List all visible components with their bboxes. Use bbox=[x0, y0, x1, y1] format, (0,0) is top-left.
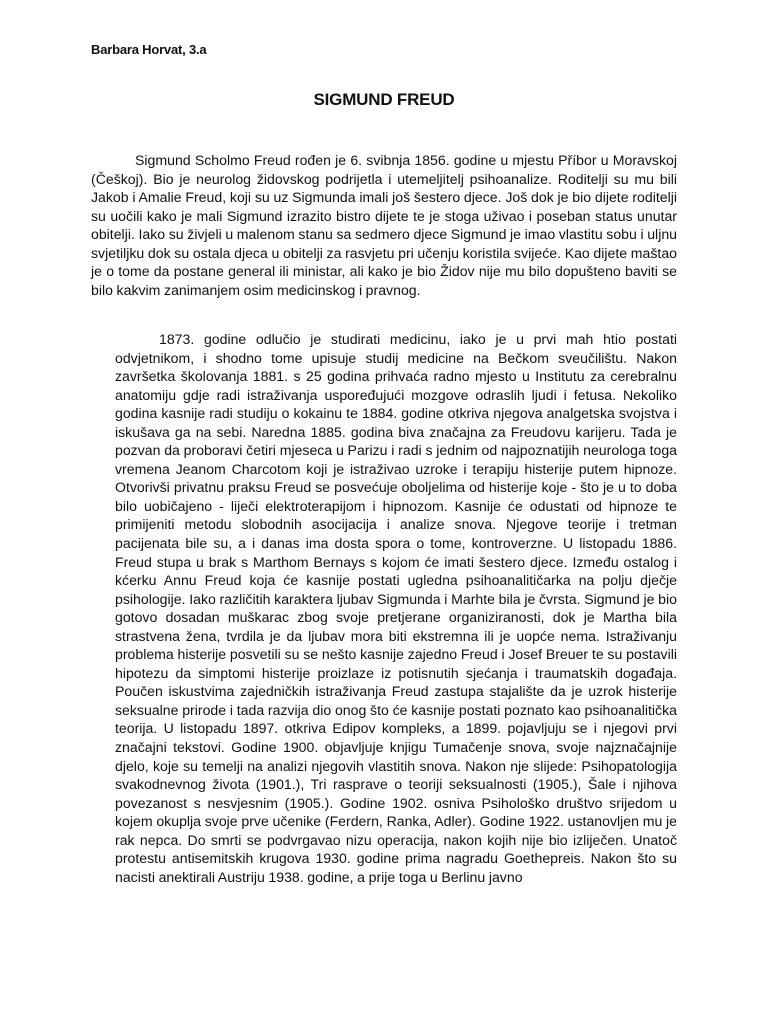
author-line: Barbara Horvat, 3.a bbox=[91, 42, 207, 57]
paragraph-2: 1873. godine odlučio je studirati medicinu, iako je u prvi mah htio postati odvjetnikom, i shodno tome upisuje studij medicine na Bečkom sveučilištu. Nakon završetka školovanja 1881. s 25 godina prihvaća radno mjesto u Institutu za cerebralnu anatomiju gdje radi istraživanja uspoređujući mozgove odraslih ljudi i fetusa. Nekoliko godina kasnije radi studiju o kokainu te 1884. godine otkriva njegova analgetska svojstva i iskušava ga na sebi. Naredna 1885. godina biva značajna za Freudovu karijeru. Tada je pozvan da proboravi četiri mjeseca u Parizu i radi s jednim od najpoznatijih neurologa toga vremena Jeanom Charcotom koji je istraživao uzroke i terapiju histerije putem hipnoze. Otvorivši privatnu praksu Freud se posvećuje oboljelima od histerije koje - što je u to doba bilo uobičajeno - liječi elektroterapijom i hipnozom. Kasnije će odustati od hipnoze te primijeniti metodu slobodnih asocijacija i analize snova. Njegove teorije i tretman pacijenata bile su, a i danas ima dosta spora o tome, kontroverzne. U listopadu 1886. Freud stupa u brak s Marthom Bernays s kojom će imati šestero djece. Između ostalog i kćerku Annu Freud koja će kasnije postati ugledna psihoanalitičarka na polju dječje psihologije. Iako različitih karaktera ljubav Sigmunda i Marhte bila je čvrsta. Sigmund je bio gotovo dosadan muškarac zbog svoje pretjerane organiziranosti, dok je Martha bila strastvena žena, tvrdila je da ljubav mora biti ekstremna ili je uopće nema. Istraživanju problema histerije posvetili su se nešto kasnije zajedno Freud i Josef Breuer te su postavili hipotezu da simptomi histerije proizlaze iz potisnutih sjećanja i traumatskih događaja. Poučen iskustvima zajedničkih istraživanja Freud zastupa stajalište da je uzrok histerije seksualne prirode i tada razvija dio onog što će kasnije postati poznato kao psihoanalitička teorija. U listopadu 1897. otkriva Edipov kompleks, a 1899. pojavljuju se i njegovi prvi značajni tekstovi. Godine 1900. objavljuje knjigu Tumačenje snova, svoje najznačajnije djelo, koje su temelji na analizi njegovih vlastitih snova. Nakon nje slijede: Psihopatologija svakodnevnog života (1901.), Tri rasprave o teoriji seksualnosti (1905.), Šale i njihova povezanost s nesvjesnim (1905.). Godine 1902. osniva Psihološko društvo srijedom u kojem okuplja svoje prve učenike (Ferdern, Ranka, Adler). Godine 1922. ustanovljen mu je rak nepca. Do smrti se podvrgavao nizu operacija, nakon kojih nije bio izliječen. Unatoč protestu antisemitskih krugova 1930. godine prima nagradu Goethepreis. Nakon što su nacisti anektirali Austriju 1938. godine, a prije toga u Berlinu javno bbox=[115, 331, 677, 885]
paragraph-1: Sigmund Scholmo Freud rođen je 6. svibnja 1856. godine u mjestu Příbor u Moravskoj (Češkoj). Bio je neurolog židovskog podrijetla i utemeljitelj psihoanalize. Roditelji su mu bili Jakob i Amalie Freud, koji su uz Sigmunda imali još šestero djece. Još dok je bio dijete roditelji su uočili kako je mali Sigmund izrazito bistro dijete te je stoga uživao i poseban status unutar obitelji. Iako su živjeli u malenom stanu sa sedmero djece Sigmund je imao vlastitu sobu i uljnu svjetiljku dok su ostala djeca u obitelji za rasvjetu pri učenju koristila svijeće. Kao dijete maštao je o tome da postane general ili ministar, ali kako je bio Židov nije mu bilo dopušteno baviti se bilo kakvim zanimanjem osim medicinskog i pravnog. bbox=[91, 152, 677, 298]
page-title: SIGMUND FREUD bbox=[313, 90, 455, 109]
